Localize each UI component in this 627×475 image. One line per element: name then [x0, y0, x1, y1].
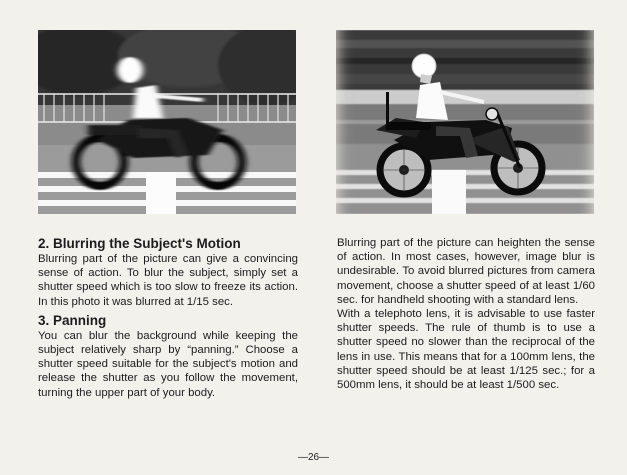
paragraph-telephoto: With a telephoto lens, it is advisable to use faster shutter speeds. The rule of thumb is to use a shutter speed no slower than the reciprocal of the lens in use. This means that for a 100mm lens, the shutter speed should be at least 1/125 sec.; for a 500mm lens, it should be at least 1/500 sec.	[337, 308, 595, 392]
section-body: You can blur the background while keeping the subject relatively sharp by “panning.” Choose a shutter speed suitable for the subject's motion and release the shutter as you follow the movement, turning the upper part of your body.	[38, 329, 298, 399]
right-text-column	[337, 236, 595, 392]
paragraph-image-blur: Blurring part of the picture can heighten the sense of action. In most cases, however, image blur is undesirable. To avoid blurred pictures from camera movement, choose a shutter speed of at least 1/60 sec. for handheld shooting with a standard lens.	[337, 237, 595, 306]
section-heading: 3. Panning	[38, 312, 107, 328]
section-heading: 2. Blurring the Subject's Motion	[38, 236, 241, 251]
photo-panning	[336, 30, 594, 214]
section-blurring-motion	[38, 236, 298, 309]
page-number: —26—	[297, 452, 330, 463]
section-panning	[38, 313, 298, 400]
left-text-column	[38, 236, 298, 404]
photo-blurred-motion	[38, 30, 296, 214]
section-body: Blurring part of the picture can give a convincing sense of action. To blur the subject, simply set a shutter speed which is too slow to freeze its action. In this photo it was blurred at 1/15 sec.	[38, 253, 298, 308]
